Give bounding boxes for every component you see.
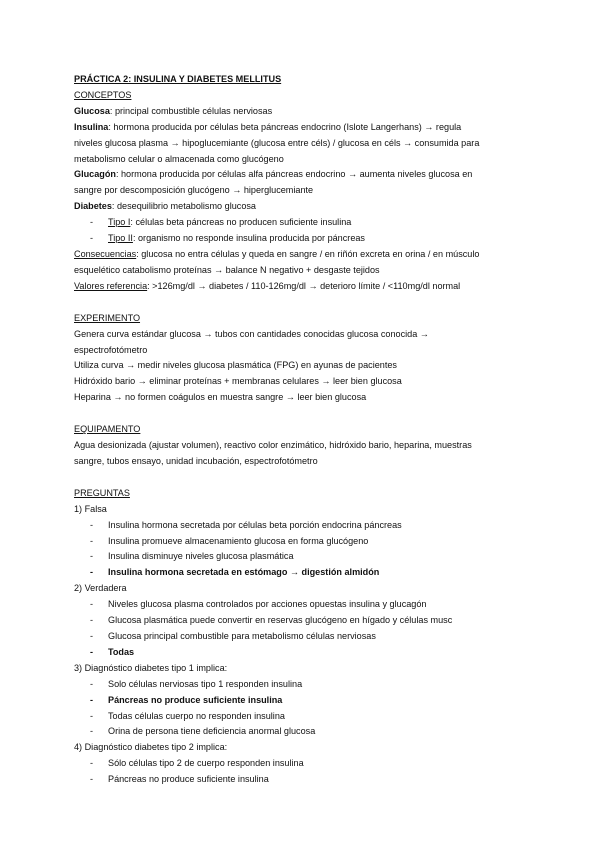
experimento-line: Utiliza curva → medir niveles glucosa plasmática (FPG) en ayunas de pacientes bbox=[74, 360, 397, 371]
answer-text: Insulina promueve almacenamiento glucosa en forma glucógeno bbox=[108, 535, 369, 546]
equipamento-line: sangre, tubos ensayo, unidad incubación, espectrofotómetro bbox=[74, 455, 318, 466]
answer-text: Insulina hormona secretada por células beta porción endocrina páncreas bbox=[108, 519, 402, 530]
dash-bullet: - bbox=[90, 233, 94, 244]
concept-consecuencias-cont: esquelético catabolismo proteínas → balance N negativo + desgaste tejidos bbox=[74, 264, 380, 275]
term-label: Consecuencias bbox=[74, 248, 137, 259]
equipamento-line: Agua desionizada (ajustar volumen), reactivo color enzimático, hidróxido bario, heparina, muestras bbox=[74, 440, 472, 451]
list-item bbox=[74, 597, 534, 613]
term-label: Glucosa bbox=[74, 105, 110, 116]
spacer bbox=[74, 406, 534, 422]
list-item bbox=[74, 549, 534, 565]
term-text: : organismo no responde insulina producida por páncreas bbox=[132, 233, 365, 244]
term-label: Insulina bbox=[74, 121, 109, 132]
dash-bullet: - bbox=[90, 631, 94, 641]
list-item-correct bbox=[74, 645, 534, 661]
answer-text: Glucosa principal combustible para metabolismo células nerviosas bbox=[108, 631, 376, 641]
answer-text: Niveles glucosa plasma controlados por acciones opuestas insulina y glucagón bbox=[108, 599, 427, 610]
list-item bbox=[74, 518, 534, 534]
term-label: Glucagón bbox=[74, 169, 116, 180]
experimento-line: Genera curva estándar glucosa → tubos con cantidades conocidas glucosa conocida → bbox=[74, 328, 429, 339]
term-text: : células beta páncreas no producen suficiente insulina bbox=[130, 217, 352, 228]
answer-text: Páncreas no produce suficiente insulina bbox=[108, 694, 283, 705]
concept-valores bbox=[74, 279, 534, 295]
term-label: Tipo II bbox=[108, 233, 133, 244]
concept-consecuencias bbox=[74, 247, 534, 263]
list-item bbox=[74, 677, 534, 693]
dash-bullet: - bbox=[90, 710, 94, 721]
answer-text: Todas células cuerpo no responden insulina bbox=[108, 710, 285, 721]
section-heading-conceptos: CONCEPTOS bbox=[74, 89, 132, 100]
list-item bbox=[74, 756, 534, 772]
list-item-correct bbox=[74, 565, 534, 581]
concept-glucagon-cont: sangre por descomposición glucógeno → hiperglucemiante bbox=[74, 185, 314, 196]
section-heading-experimento: EXPERIMENTO bbox=[74, 312, 141, 323]
dash-bullet: - bbox=[90, 726, 94, 737]
list-item bbox=[74, 534, 534, 550]
answer-text: Orina de persona tiene deficiencia anormal glucosa bbox=[108, 726, 316, 737]
dash-bullet: - bbox=[90, 758, 94, 769]
list-item bbox=[74, 709, 534, 725]
section-heading-equipamento: EQUIPAMENTO bbox=[74, 424, 141, 435]
document-title: PRÁCTICA 2: INSULINA Y DIABETES MELLITUS bbox=[74, 74, 282, 84]
term-text: : desequilibrio metabolismo glucosa bbox=[111, 201, 256, 212]
experimento-line: Heparina → no formen coágulos en muestra sangre → leer bien glucosa bbox=[74, 392, 367, 403]
concept-glucagon bbox=[74, 167, 534, 183]
dash-bullet: - bbox=[90, 599, 94, 610]
list-item-tipo-1 bbox=[74, 215, 534, 231]
section-heading-preguntas: PREGUNTAS bbox=[74, 487, 130, 498]
concept-insulina-cont: niveles glucosa plasma → hipoglucemiante (glucosa entre céls) / glucosa en céls → consumida para bbox=[74, 137, 480, 148]
question-3-label: 3) Diagnóstico diabetes tipo 1 implica: bbox=[74, 662, 228, 673]
dash-bullet: - bbox=[90, 694, 94, 705]
question-1-label: 1) Falsa bbox=[74, 503, 107, 514]
dash-bullet: - bbox=[90, 615, 94, 626]
dash-bullet: - bbox=[90, 567, 94, 578]
dash-bullet: - bbox=[90, 217, 94, 228]
list-item bbox=[74, 724, 534, 740]
dash-bullet: - bbox=[90, 551, 94, 562]
answer-text: Solo células nerviosas tipo 1 responden insulina bbox=[108, 678, 303, 689]
term-text: : hormona producida por células beta páncreas endocrino (Islote Langerhans) → regula bbox=[108, 121, 462, 132]
spacer bbox=[74, 295, 534, 311]
answer-text: Sólo células tipo 2 de cuerpo responden insulina bbox=[108, 758, 304, 769]
document-content bbox=[74, 72, 534, 788]
term-text: : glucosa no entra células y queda en sangre / en riñón excreta en orina / en músculo bbox=[136, 248, 480, 259]
answer-text: Insulina disminuye niveles glucosa plasmática bbox=[108, 551, 294, 562]
list-item bbox=[74, 772, 534, 788]
term-label: Tipo I bbox=[108, 217, 131, 228]
concept-insulina bbox=[74, 120, 534, 136]
question-4-label: 4) Diagnóstico diabetes tipo 2 implica: bbox=[74, 742, 228, 753]
list-item-tipo-2 bbox=[74, 231, 534, 247]
term-label: Valores referencia bbox=[74, 280, 148, 291]
term-text: : principal combustible células nerviosas bbox=[109, 105, 273, 116]
answer-text: Páncreas no produce suficiente insulina bbox=[108, 774, 269, 785]
concept-insulina-cont: metabolismo celular o almacenada como glucógeno bbox=[74, 153, 284, 164]
dash-bullet: - bbox=[90, 646, 94, 657]
concept-glucosa bbox=[74, 104, 534, 120]
term-text: : >126mg/dl → diabetes / 110-126mg/dl → deterioro límite / <110mg/dl normal bbox=[147, 280, 461, 291]
list-item bbox=[74, 613, 534, 629]
answer-text: Todas bbox=[108, 646, 135, 657]
term-label: Diabetes bbox=[74, 201, 112, 212]
question-2-label: 2) Verdadera bbox=[74, 583, 127, 594]
answer-text: Glucosa plasmática puede convertir en reservas glucógeno en hígado y células musc bbox=[108, 615, 453, 626]
dash-bullet: - bbox=[90, 535, 94, 546]
dash-bullet: - bbox=[90, 519, 94, 530]
term-text: : hormona producida por células alfa páncreas endocrino → aumenta niveles glucosa en bbox=[115, 169, 473, 180]
list-item bbox=[74, 629, 534, 645]
dash-bullet: - bbox=[90, 678, 94, 689]
experimento-line: Hidróxido bario → eliminar proteínas + membranas celulares → leer bien glucosa bbox=[74, 376, 402, 387]
list-item-correct bbox=[74, 693, 534, 709]
spacer bbox=[74, 470, 534, 486]
concept-diabetes bbox=[74, 199, 534, 215]
dash-bullet: - bbox=[90, 774, 94, 785]
answer-text: Insulina hormona secretada en estómago → digestión almidón bbox=[108, 567, 380, 578]
experimento-line: espectrofotómetro bbox=[74, 344, 148, 355]
